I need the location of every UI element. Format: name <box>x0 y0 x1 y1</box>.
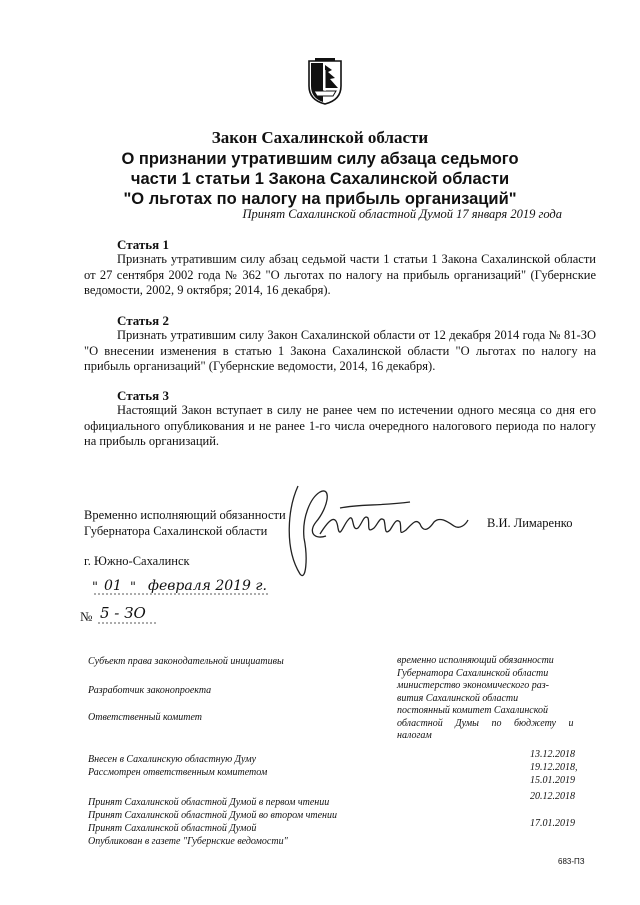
developer-value-1: министерство экономического раз- <box>397 680 549 691</box>
date-adopted: 17.01.2019 <box>530 818 575 829</box>
article-3-text: Настоящий Закон вступает в силу не ранее чем по истечении одного месяца со дня его официального опубликования и не ранее 1-го числа очередного налогового периода по налогу на прибыль организаций. <box>84 403 596 448</box>
stage-committee: Рассмотрен ответственным комитетом <box>88 767 268 778</box>
signatory-position <box>84 508 286 539</box>
adoption-note: Принят Сахалинской областной Думой 17 января 2019 года <box>242 207 562 221</box>
stage-published: Опубликован в газете "Губернские ведомости" <box>88 836 288 847</box>
committee-label: Ответственный комитет <box>88 712 202 723</box>
signatory-name: В.И. Лимаренко <box>487 516 573 530</box>
law-subject-line-3: "О льготах по налогу на прибыль организаций" <box>123 190 517 208</box>
date-close-quote: " <box>130 580 136 595</box>
position-line-1: Временно исполняющий обязанности <box>84 508 286 522</box>
committee-value-2: областной Думы по бюджету и <box>397 717 574 729</box>
developer-value-2: вития Сахалинской области <box>397 692 519 704</box>
law-subject <box>0 149 640 209</box>
coat-of-arms-emblem <box>306 58 344 106</box>
article-2-heading: Статья 2 <box>117 313 169 328</box>
date-month-year: февраля 2019 г. <box>148 578 267 594</box>
law-subject-line-2: части 1 статьи 1 Закона Сахалинской области <box>130 170 510 188</box>
law-number: 5 - ЗО <box>100 604 146 622</box>
date-underline <box>94 592 270 596</box>
stage-first-reading: Принят Сахалинской областной Думой в первом чтении <box>88 797 330 808</box>
date-first-reading: 20.12.2018 <box>530 791 575 802</box>
handwritten-signature <box>280 478 470 584</box>
date-open-quote: " <box>92 580 98 595</box>
place-of-signing: г. Южно-Сахалинск <box>84 554 190 568</box>
number-sign: № <box>80 609 93 624</box>
initiative-subject-value-2: Губернатора Сахалинской области <box>397 667 549 679</box>
article-3-heading: Статья 3 <box>117 388 169 403</box>
article-2-text: Признать утратившим силу Закон Сахалинской области от 12 декабря 2014 года № 81-ЗО "О внесении изменения в статью 1 Закона Сахалинской области "О льготах по налогу на прибыль организаций" (Губернские ведомости, 2014, 16 декабря). <box>84 328 596 373</box>
committee-value-3: налогам <box>397 730 432 741</box>
initiative-subject-value-1: временно исполняющий обязанности <box>397 655 554 666</box>
position-line-2: Губернатора Сахалинской области <box>84 523 268 538</box>
footer-right-values <box>397 655 592 743</box>
date-day: 01 <box>104 578 122 594</box>
article-1-text: Признать утратившим силу абзац седьмой части 1 статьи 1 Закона Сахалинской области от 27 сентября 2002 года № 362 "О льготах по налогу на прибыль организаций" (Губернские ведомости, 2002, 9 октября; 2014, 16 декабря). <box>84 252 596 297</box>
initiative-subject-label: Субъект права законодательной инициативы <box>88 656 284 667</box>
committee-value-1: постоянный комитет Сахалинской <box>397 705 549 716</box>
stage-submitted: Внесен в Сахалинскую областную Думу <box>88 754 257 765</box>
stage-second-reading: Принят Сахалинской областной Думой во втором чтении <box>88 810 338 821</box>
law-title: Закон Сахалинской области <box>211 128 429 147</box>
developer-label: Разработчик законопроекта <box>88 685 212 696</box>
number-underline <box>98 621 158 625</box>
date-committee-2: 15.01.2019 <box>530 775 575 786</box>
date-committee-1: 19.12.2018, <box>530 762 578 773</box>
stage-adopted: Принят Сахалинской областной Думой <box>88 823 257 834</box>
law-subject-line-1: О признании утратившим силу абзаца седьмого <box>121 150 519 168</box>
document-code: 683-ПЗ <box>558 857 585 866</box>
article-1-heading: Статья 1 <box>117 237 169 252</box>
date-submitted: 13.12.2018 <box>530 749 575 760</box>
